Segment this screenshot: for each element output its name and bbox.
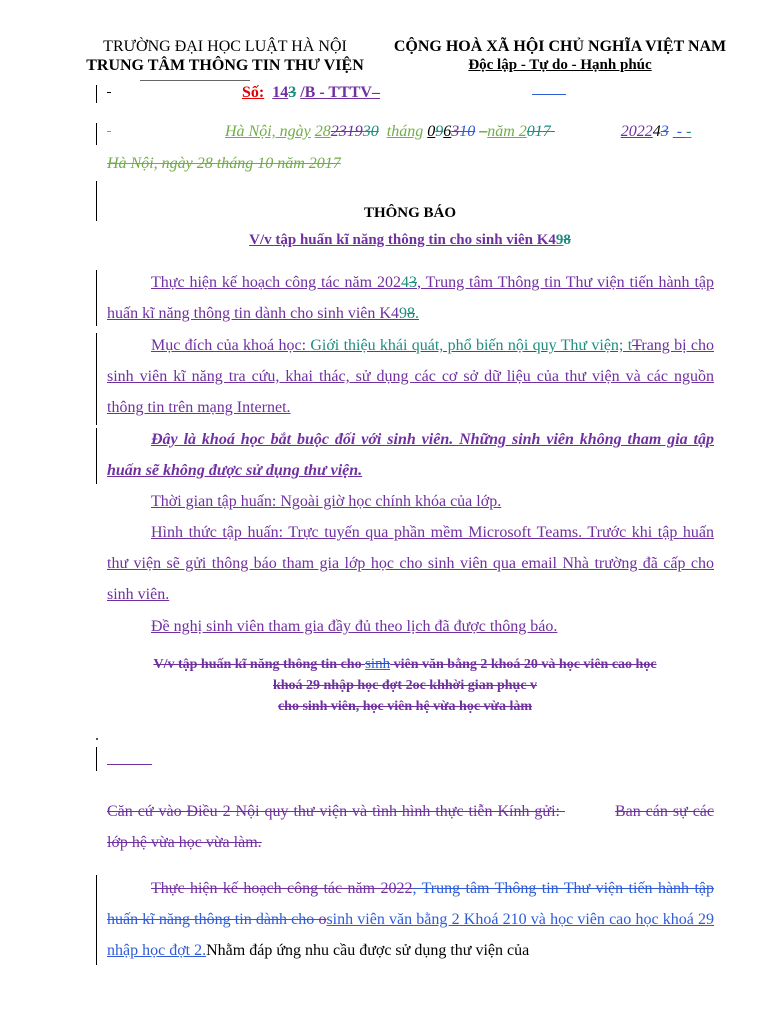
subject-text: V/v tập huấn kĩ năng thông tin cho sinh viên K4: [249, 232, 556, 248]
deleted-title-line-2: khoá 29 nhập học đợt 2oc khhời gian phục v: [272, 678, 538, 693]
change-bar: [96, 428, 97, 484]
date-month-label: tháng: [386, 123, 424, 140]
p2-text: rang bị cho sinh viên kĩ năng tra cứu, khai thác, sử dụng các cơ sở dữ liệu của thư viện và các nguồn thông tin trên mạng Internet.: [107, 337, 714, 416]
deleted-plan-paragraph: Thực hiện kế hoạch công tác năm 2022, Trung tâm Thông tin Thư viện tiến hành tập huấn kĩ năng thông tin dành cho osinh viên văn bằng 2 Khoá 210 và học viên cao học khoá 29 nhập học đợt 2.Nhằm đáp ứng nhu cầu được sử dụng thư viện của: [107, 880, 715, 959]
change-bar: [96, 747, 97, 771]
change-bar: [96, 333, 97, 425]
paragraph-time: [107, 486, 714, 517]
header-left: [60, 37, 390, 75]
dot-mark: [96, 738, 98, 740]
deleted-space: [107, 84, 242, 102]
subject-deleted: 8: [563, 232, 571, 248]
number-deleted: 3: [288, 84, 297, 101]
date-prefix: Hà Nội, ngày: [225, 123, 311, 140]
date-month-b: 9: [435, 123, 444, 140]
p2-teal: Giới thiệu khái quát, phổ biến nội quy Thư viện; t: [310, 337, 633, 354]
paragraph-format: [107, 517, 714, 610]
date-line: Hà Nội, ngày 28231930 tháng 096310 –năm 2017 202243 - -: [107, 123, 691, 141]
document-number: [107, 84, 380, 102]
number-value: 14: [272, 84, 289, 101]
p1-delete-2: 8: [406, 305, 415, 322]
old-date-line: Hà Nội, ngày 28 tháng 10 năm 2017: [107, 155, 341, 172]
change-bar: [96, 181, 97, 221]
header-left-rule: [140, 80, 250, 81]
notice-title: THÔNG BÁO: [363, 205, 457, 221]
notice-subject: [100, 232, 720, 249]
date-year-label: năm 2: [487, 123, 527, 140]
p2-delete: T: [632, 337, 642, 354]
date-year-deleted: 017: [526, 123, 551, 140]
deleted-title-line-3: cho sinh viên, học viên hệ vừa học vừa làm: [277, 699, 533, 714]
inserted-rule: [532, 94, 566, 95]
date-day-a: 28: [314, 123, 331, 140]
p1-text-2: , Trung tâm Thông tin Thư viện tiến hành tập huấn kĩ năng thông tin dành cho sinh viên K4: [107, 274, 714, 322]
paragraph-request: [107, 611, 714, 642]
date-month-c: 6: [443, 123, 452, 140]
p3-text: Đây là khoá học bắt buộc đối với sinh viên. Những sinh viên không tham gia tập huấn sẽ không được sử dụng thư viện.: [107, 431, 714, 479]
national-motto: Độc lập - Tự do - Hạnh phúc: [468, 57, 652, 73]
deleted-title-line-1: V/v tập huấn kĩ năng thông tin cho sinh viên văn bằng 2 khoá 20 và học viên cao học: [153, 656, 657, 672]
change-bar: [96, 85, 97, 103]
p5-text: Hình thức tập huấn: Trực tuyến qua phần mềm Microsoft Teams. Trước khi tập huấn thư viện sẽ gửi thông báo tham gia lớp học cho sinh viên qua email Nhà trường đã cấp cho sinh viên.: [107, 524, 714, 603]
p1-period: .: [414, 305, 419, 322]
date-month-a: 0: [427, 123, 436, 140]
university-name: TRƯỜNG ĐẠI HỌC LUẬT HÀ NỘI: [103, 38, 347, 55]
p1-insert-2: 9: [398, 305, 407, 322]
number-suffix: /B - TTTV–: [300, 84, 380, 101]
date-year-end: 4: [652, 123, 661, 140]
p2-label: Mục đích của khoá học:: [151, 337, 311, 354]
p1-text: Thực hiện kế hoạch công tác năm 202: [151, 274, 401, 291]
change-bar: [96, 123, 97, 145]
p1-insert: 4: [400, 274, 409, 291]
header-right: [380, 37, 740, 75]
inserted-rule: [107, 764, 152, 765]
number-label: Số:: [242, 84, 265, 101]
deleted-basis: Căn cứ vào Điều 2 Nội quy thư viện và tình hình thực tiễn Kính gửi: Ban cán sự các lớp hệ vừa học vừa làm.: [107, 803, 715, 851]
national-title: CỘNG HOÀ XÃ HỘI CHỦ NGHĨA VIỆT NAM: [393, 38, 727, 55]
date-day-deleted: 2319: [330, 123, 363, 140]
date-month-deleted: 3: [451, 123, 460, 140]
date-day-deleted2: 30: [362, 123, 379, 140]
paragraph-plan: [107, 267, 714, 329]
date-year-new: 2022: [620, 123, 653, 140]
subject-new: 9: [555, 232, 564, 248]
center-name: TRUNG TÂM THÔNG TIN THƯ VIỆN: [86, 57, 364, 74]
p4-text: Thời gian tập huấn: Ngoài giờ học chính khóa của lớp.: [151, 493, 502, 510]
date-month-d: 10: [459, 123, 476, 140]
change-bar: [96, 875, 97, 965]
deleted-space: [107, 123, 225, 141]
p6-text: Đề nghị sinh viên tham gia đầy đủ theo lịch đã được thông báo.: [151, 618, 558, 635]
change-bar: [96, 270, 97, 326]
date-year-end-deleted: 3: [660, 123, 669, 140]
paragraph-mandatory: [107, 424, 714, 486]
paragraph-purpose: [107, 330, 714, 423]
p1-delete: 3: [408, 274, 417, 291]
